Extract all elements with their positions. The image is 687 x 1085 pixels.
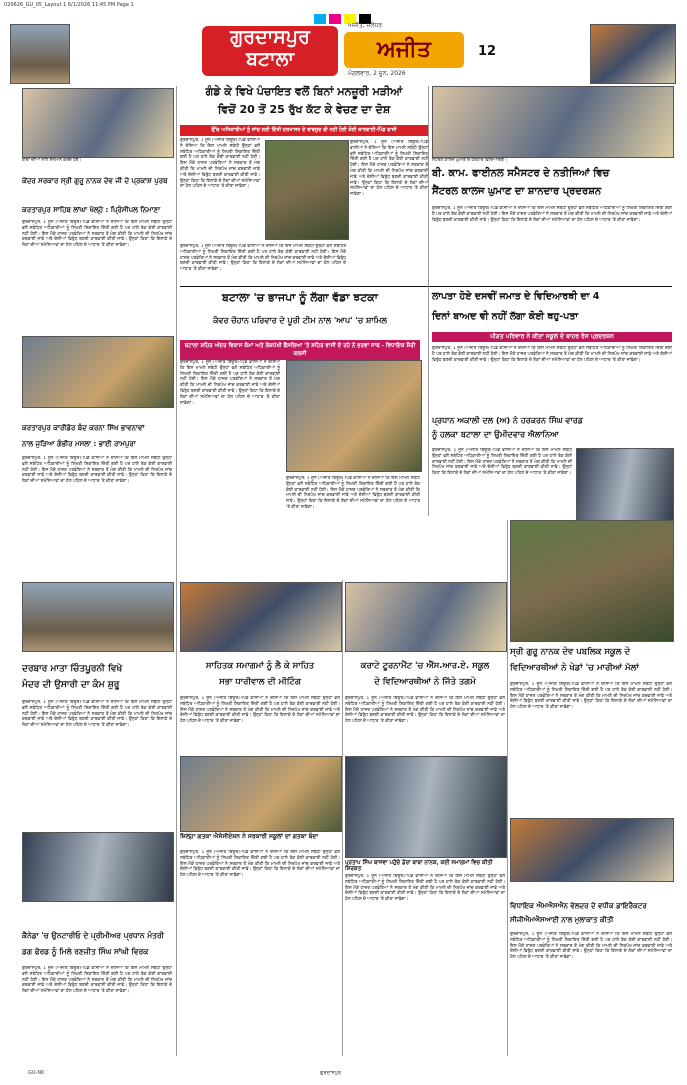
story7-headline: ਪ੍ਰਧਾਨ ਅਕਾਲੀ ਦਲ (ਅ) ਨੇ ਹਰਕਰਨ ਸਿੰਘ ਵਾਰਡ [432,416,583,425]
story4-headline: ਬਟਾਲਾ 'ਚ ਭਾਜਪਾ ਨੂੰ ਲੱਗਾ ਵੱਡਾ ਝਟਕਾ [222,291,378,304]
footer-left: GU-NK [28,1070,45,1076]
masthead-city2: ਬਟਾਲਾ [246,48,294,70]
story4-headline2: ਕੰਵਰ ਚੌਹਾਨ ਪਰਿਵਾਰ ਦੇ ਪੂਰੀ ਟੀਮ ਨਾਲ 'ਆਪ' 'ਚ ਸ਼ਾਮਿਲ [213,316,387,325]
story9-headline: ਸਾਹਿਤਕ ਸਮਾਗਮਾਂ ਨੂੰ ਲੈ ਕੇ ਸਾਹਿਤ [205,661,315,671]
footer [0,1064,687,1085]
masthead-right-photo [590,24,676,84]
masthead-tag: ਅਜੀਤ, ਜਲੰਧਰ [348,22,383,29]
story1-body-a: ਗੁਰਦਾਸਪੁਰ, 1 ਜੂਨ (ਅਜੀਤ ਬਿਊਰੋ)-ਪਿੰਡ ਵਾਸੀਆਂ ਨੇ ਦੱਸਿਆ ਕਿ ਇਸ ਮਾਮਲੇ ਸਬੰਧੀ ਉਨ੍ਹਾਂ ਵਲੋਂ ਸਬੰਧਿਤ ਅਧਿਕਾਰੀਆਂ ਨੂੰ ਲਿਖਤੀ ਸ਼ਿਕਾਇਤ ਦਿੱਤੀ ਗਈ ਹੈ ਪਰ ਹਾਲੇ ਤੱਕ ਕੋਈ ਕਾਰਵਾਈ ਨਹੀਂ ਹੋਈ। ਇਸ ਮੌਕੇ ਹਾਜ਼ਰ ਪਤਵੰਤਿਆਂ ਨੇ ਸਰਕਾਰ ਤੋਂ ਮੰਗ ਕੀਤੀ ਕਿ ਮਾਮਲੇ ਦੀ ਨਿਰਪੱਖ ਜਾਂਚ ਕਰਵਾਈ ਜਾਵੇ ਅਤੇ ਦੋਸ਼ੀਆਂ ਵਿਰੁੱਧ ਬਣਦੀ ਕਾਰਵਾਈ ਕੀਤੀ ਜਾਵੇ। ਉਨ੍ਹਾਂ ਕਿਹਾ ਕਿ ਇਲਾਕੇ ਦੇ ਲੋਕਾਂ ਦੀਆਂ ਸਮੱਸਿਆਵਾਂ ਦਾ ਹੱਲ ਪਹਿਲ ਦੇ ਆਧਾਰ 'ਤੇ ਕੀਤਾ ਜਾਵੇਗਾ। [180,138,260,190]
story1-photo [265,140,349,240]
story5-band: ਪੀੜਤ ਪਰਿਵਾਰ ਨੇ ਕੀਤਾ ਸਕੂਲ ਦੇ ਬਾਹਰ ਰੋਸ ਪ੍ਰਦਰਸ਼ਨ [432,332,672,342]
story13-photo [180,756,342,832]
story8-headline: ਦਰਬਾਰ ਮਾਤਾ ਚਿੰਤਪੂਰਨੀ ਵਿਖੇ [22,664,123,674]
story6-body: ਗੁਰਦਾਸਪੁਰ, 1 ਜੂਨ (ਅਜੀਤ ਬਿਊਰੋ)-ਪਿੰਡ ਵਾਸੀਆਂ ਨੇ ਦੱਸਿਆ ਕਿ ਇਸ ਮਾਮਲੇ ਸਬੰਧੀ ਉਨ੍ਹਾਂ ਵਲੋਂ ਸਬੰਧਿਤ ਅਧਿਕਾਰੀਆਂ ਨੂੰ ਲਿਖਤੀ ਸ਼ਿਕਾਇਤ ਦਿੱਤੀ ਗਈ ਹੈ ਪਰ ਹਾਲੇ ਤੱਕ ਕੋਈ ਕਾਰਵਾਈ ਨਹੀਂ ਹੋਈ। ਇਸ ਮੌਕੇ ਹਾਜ਼ਰ ਪਤਵੰਤਿਆਂ ਨੇ ਸਰਕਾਰ ਤੋਂ ਮੰਗ ਕੀਤੀ ਕਿ ਮਾਮਲੇ ਦੀ ਨਿਰਪੱਖ ਜਾਂਚ ਕਰਵਾਈ ਜਾਵੇ ਅਤੇ ਦੋਸ਼ੀਆਂ ਵਿਰੁੱਧ ਬਣਦੀ ਕਾਰਵਾਈ ਕੀਤੀ ਜਾਵੇ। ਉਨ੍ਹਾਂ ਕਿਹਾ ਕਿ ਇਲਾਕੇ ਦੇ ਲੋਕਾਂ ਦੀਆਂ ਸਮੱਸਿਆਵਾਂ ਦਾ ਹੱਲ ਪਹਿਲ ਦੇ ਆਧਾਰ 'ਤੇ ਕੀਤਾ ਜਾਵੇਗਾ। [22,456,172,485]
story15-headline2: ਸੀਜੀਐਮਐਸਆਈ ਨਾਲ ਮੁਲਾਕਾਤ ਕੀਤੀ [510,916,614,924]
story14-photo [345,756,507,858]
story5-headline2: ਦਿਨਾਂ ਬਾਅਦ ਵੀ ਨਹੀਂ ਲੱਗਾ ਕੋਈ ਥਹੁ-ਪਤਾ [432,311,579,322]
story9-photo [180,582,342,652]
story1-body-b: ਗੁਰਦਾਸਪੁਰ, 1 ਜੂਨ (ਅਜੀਤ ਬਿਊਰੋ)-ਪਿੰਡ ਵਾਸੀਆਂ ਨੇ ਦੱਸਿਆ ਕਿ ਇਸ ਮਾਮਲੇ ਸਬੰਧੀ ਉਨ੍ਹਾਂ ਵਲੋਂ ਸਬੰਧਿਤ ਅਧਿਕਾਰੀਆਂ ਨੂੰ ਲਿਖਤੀ ਸ਼ਿਕਾਇਤ ਦਿੱਤੀ ਗਈ ਹੈ ਪਰ ਹਾਲੇ ਤੱਕ ਕੋਈ ਕਾਰਵਾਈ ਨਹੀਂ ਹੋਈ। ਇਸ ਮੌਕੇ ਹਾਜ਼ਰ ਪਤਵੰਤਿਆਂ ਨੇ ਸਰਕਾਰ ਤੋਂ ਮੰਗ ਕੀਤੀ ਕਿ ਮਾਮਲੇ ਦੀ ਨਿਰਪੱਖ ਜਾਂਚ ਕਰਵਾਈ ਜਾਵੇ ਅਤੇ ਦੋਸ਼ੀਆਂ ਵਿਰੁੱਧ ਬਣਦੀ ਕਾਰਵਾਈ ਕੀਤੀ ਜਾਵੇ। ਉਨ੍ਹਾਂ ਕਿਹਾ ਕਿ ਇਲਾਕੇ ਦੇ ਲੋਕਾਂ ਦੀਆਂ ਸਮੱਸਿਆਵਾਂ ਦਾ ਹੱਲ ਪਹਿਲ ਦੇ ਆਧਾਰ 'ਤੇ ਕੀਤਾ ਜਾਵੇਗਾ। [350,140,428,198]
story8-photo [22,582,174,652]
story14-headline: ਪ੍ਰਤਾਪ ਸਿੰਘ ਬਾਜਵਾ ਪਹੁੰਚੇ ਡੇਰਾ ਬਾਬਾ ਨਾਨਕ, ਕਈ ਸਮਾਗਮਾਂ ਵਿਚ ਕੀਤੀ ਸ਼ਿਰਕਤ [345,860,493,873]
story3-photo [22,88,174,158]
story7-headline2: ਨੂੰ ਹਲਕਾ ਬਟਾਲਾ ਦਾ ਉਮੀਦਵਾਰ ਐਲਾਨਿਆ [432,430,559,439]
story2-photo [432,86,674,158]
story15-photo [510,818,674,882]
column-rule [176,86,177,1056]
story2-body: ਗੁਰਦਾਸਪੁਰ, 1 ਜੂਨ (ਅਜੀਤ ਬਿਊਰੋ)-ਪਿੰਡ ਵਾਸੀਆਂ ਨੇ ਦੱਸਿਆ ਕਿ ਇਸ ਮਾਮਲੇ ਸਬੰਧੀ ਉਨ੍ਹਾਂ ਵਲੋਂ ਸਬੰਧਿਤ ਅਧਿਕਾਰੀਆਂ ਨੂੰ ਲਿਖਤੀ ਸ਼ਿਕਾਇਤ ਦਿੱਤੀ ਗਈ ਹੈ ਪਰ ਹਾਲੇ ਤੱਕ ਕੋਈ ਕਾਰਵਾਈ ਨਹੀਂ ਹੋਈ। ਇਸ ਮੌਕੇ ਹਾਜ਼ਰ ਪਤਵੰਤਿਆਂ ਨੇ ਸਰਕਾਰ ਤੋਂ ਮੰਗ ਕੀਤੀ ਕਿ ਮਾਮਲੇ ਦੀ ਨਿਰਪੱਖ ਜਾਂਚ ਕਰਵਾਈ ਜਾਵੇ ਅਤੇ ਦੋਸ਼ੀਆਂ ਵਿਰੁੱਧ ਬਣਦੀ ਕਾਰਵਾਈ ਕੀਤੀ ਜਾਵੇ। ਉਨ੍ਹਾਂ ਕਿਹਾ ਕਿ ਇਲਾਕੇ ਦੇ ਲੋਕਾਂ ਦੀਆਂ ਸਮੱਸਿਆਵਾਂ ਦਾ ਹੱਲ ਪਹਿਲ ਦੇ ਆਧਾਰ 'ਤੇ ਕੀਤਾ ਜਾਵੇਗਾ। [432,206,672,223]
story1-body-c: ਗੁਰਦਾਸਪੁਰ, 1 ਜੂਨ (ਅਜੀਤ ਬਿਊਰੋ)-ਪਿੰਡ ਵਾਸੀਆਂ ਨੇ ਦੱਸਿਆ ਕਿ ਇਸ ਮਾਮਲੇ ਸਬੰਧੀ ਉਨ੍ਹਾਂ ਵਲੋਂ ਸਬੰਧਿਤ ਅਧਿਕਾਰੀਆਂ ਨੂੰ ਲਿਖਤੀ ਸ਼ਿਕਾਇਤ ਦਿੱਤੀ ਗਈ ਹੈ ਪਰ ਹਾਲੇ ਤੱਕ ਕੋਈ ਕਾਰਵਾਈ ਨਹੀਂ ਹੋਈ। ਇਸ ਮੌਕੇ ਹਾਜ਼ਰ ਪਤਵੰਤਿਆਂ ਨੇ ਸਰਕਾਰ ਤੋਂ ਮੰਗ ਕੀਤੀ ਕਿ ਮਾਮਲੇ ਦੀ ਨਿਰਪੱਖ ਜਾਂਚ ਕਰਵਾਈ ਜਾਵੇ ਅਤੇ ਦੋਸ਼ੀਆਂ ਵਿਰੁੱਧ ਬਣਦੀ ਕਾਰਵਾਈ ਕੀਤੀ ਜਾਵੇ। ਉਨ੍ਹਾਂ ਕਿਹਾ ਕਿ ਇਲਾਕੇ ਦੇ ਲੋਕਾਂ ਦੀਆਂ ਸਮੱਸਿਆਵਾਂ ਦਾ ਹੱਲ ਪਹਿਲ ਦੇ ਆਧਾਰ 'ਤੇ ਕੀਤਾ ਜਾਵੇਗਾ। [180,244,346,273]
story2-caption: ਸੈਂਟਰਲ ਕਾਲਜ ਘੁਮਾਣ ਦੇ ਹੋਣਹਾਰ ਵਿਦਿਆਰਥੀ। [432,158,508,163]
story10-headline2: ਦੇ ਵਿਦਿਆਰਥੀਆਂ ਨੇ ਜਿੱਤੇ ਤਗਮੇ [374,677,476,687]
story13-body: ਗੁਰਦਾਸਪੁਰ, 1 ਜੂਨ (ਅਜੀਤ ਬਿਊਰੋ)-ਪਿੰਡ ਵਾਸੀਆਂ ਨੇ ਦੱਸਿਆ ਕਿ ਇਸ ਮਾਮਲੇ ਸਬੰਧੀ ਉਨ੍ਹਾਂ ਵਲੋਂ ਸਬੰਧਿਤ ਅਧਿਕਾਰੀਆਂ ਨੂੰ ਲਿਖਤੀ ਸ਼ਿਕਾਇਤ ਦਿੱਤੀ ਗਈ ਹੈ ਪਰ ਹਾਲੇ ਤੱਕ ਕੋਈ ਕਾਰਵਾਈ ਨਹੀਂ ਹੋਈ। ਇਸ ਮੌਕੇ ਹਾਜ਼ਰ ਪਤਵੰਤਿਆਂ ਨੇ ਸਰਕਾਰ ਤੋਂ ਮੰਗ ਕੀਤੀ ਕਿ ਮਾਮਲੇ ਦੀ ਨਿਰਪੱਖ ਜਾਂਚ ਕਰਵਾਈ ਜਾਵੇ ਅਤੇ ਦੋਸ਼ੀਆਂ ਵਿਰੁੱਧ ਬਣਦੀ ਕਾਰਵਾਈ ਕੀਤੀ ਜਾਵੇ। ਉਨ੍ਹਾਂ ਕਿਹਾ ਕਿ ਇਲਾਕੇ ਦੇ ਲੋਕਾਂ ਦੀਆਂ ਸਮੱਸਿਆਵਾਂ ਦਾ ਹੱਲ ਪਹਿਲ ਦੇ ਆਧਾਰ 'ਤੇ ਕੀਤਾ ਜਾਵੇਗਾ। [180,850,340,879]
story9-body: ਗੁਰਦਾਸਪੁਰ, 1 ਜੂਨ (ਅਜੀਤ ਬਿਊਰੋ)-ਪਿੰਡ ਵਾਸੀਆਂ ਨੇ ਦੱਸਿਆ ਕਿ ਇਸ ਮਾਮਲੇ ਸਬੰਧੀ ਉਨ੍ਹਾਂ ਵਲੋਂ ਸਬੰਧਿਤ ਅਧਿਕਾਰੀਆਂ ਨੂੰ ਲਿਖਤੀ ਸ਼ਿਕਾਇਤ ਦਿੱਤੀ ਗਈ ਹੈ ਪਰ ਹਾਲੇ ਤੱਕ ਕੋਈ ਕਾਰਵਾਈ ਨਹੀਂ ਹੋਈ। ਇਸ ਮੌਕੇ ਹਾਜ਼ਰ ਪਤਵੰਤਿਆਂ ਨੇ ਸਰਕਾਰ ਤੋਂ ਮੰਗ ਕੀਤੀ ਕਿ ਮਾਮਲੇ ਦੀ ਨਿਰਪੱਖ ਜਾਂਚ ਕਰਵਾਈ ਜਾਵੇ ਅਤੇ ਦੋਸ਼ੀਆਂ ਵਿਰੁੱਧ ਬਣਦੀ ਕਾਰਵਾਈ ਕੀਤੀ ਜਾਵੇ। ਉਨ੍ਹਾਂ ਕਿਹਾ ਕਿ ਇਲਾਕੇ ਦੇ ਲੋਕਾਂ ਦੀਆਂ ਸਮੱਸਿਆਵਾਂ ਦਾ ਹੱਲ ਪਹਿਲ ਦੇ ਆਧਾਰ 'ਤੇ ਕੀਤਾ ਜਾਵੇਗਾ। [180,696,340,725]
story5-body: ਗੁਰਦਾਸਪੁਰ, 1 ਜੂਨ (ਅਜੀਤ ਬਿਊਰੋ)-ਪਿੰਡ ਵਾਸੀਆਂ ਨੇ ਦੱਸਿਆ ਕਿ ਇਸ ਮਾਮਲੇ ਸਬੰਧੀ ਉਨ੍ਹਾਂ ਵਲੋਂ ਸਬੰਧਿਤ ਅਧਿਕਾਰੀਆਂ ਨੂੰ ਲਿਖਤੀ ਸ਼ਿਕਾਇਤ ਦਿੱਤੀ ਗਈ ਹੈ ਪਰ ਹਾਲੇ ਤੱਕ ਕੋਈ ਕਾਰਵਾਈ ਨਹੀਂ ਹੋਈ। ਇਸ ਮੌਕੇ ਹਾਜ਼ਰ ਪਤਵੰਤਿਆਂ ਨੇ ਸਰਕਾਰ ਤੋਂ ਮੰਗ ਕੀਤੀ ਕਿ ਮਾਮਲੇ ਦੀ ਨਿਰਪੱਖ ਜਾਂਚ ਕਰਵਾਈ ਜਾਵੇ ਅਤੇ ਦੋਸ਼ੀਆਂ ਵਿਰੁੱਧ ਬਣਦੀ ਕਾਰਵਾਈ ਕੀਤੀ ਜਾਵੇ। ਉਨ੍ਹਾਂ ਕਿਹਾ ਕਿ ਇਲਾਕੇ ਦੇ ਲੋਕਾਂ ਦੀਆਂ ਸਮੱਸਿਆਵਾਂ ਦਾ ਹੱਲ ਪਹਿਲ ਦੇ ਆਧਾਰ 'ਤੇ ਕੀਤਾ ਜਾਵੇਗਾ। [432,346,672,363]
story13-headline: ਜ਼ਿਲ੍ਹਾ ਗਤਕਾ ਐਸੋਸੀਏਸ਼ਨ ਨੇ ਸਰਕਾਰੀ ਸਕੂਲਾਂ ਦਾ ਗਤਕਾ ਬੰਦਾ [180,833,319,840]
story7-body: ਗੁਰਦਾਸਪੁਰ, 1 ਜੂਨ (ਅਜੀਤ ਬਿਊਰੋ)-ਪਿੰਡ ਵਾਸੀਆਂ ਨੇ ਦੱਸਿਆ ਕਿ ਇਸ ਮਾਮਲੇ ਸਬੰਧੀ ਉਨ੍ਹਾਂ ਵਲੋਂ ਸਬੰਧਿਤ ਅਧਿਕਾਰੀਆਂ ਨੂੰ ਲਿਖਤੀ ਸ਼ਿਕਾਇਤ ਦਿੱਤੀ ਗਈ ਹੈ ਪਰ ਹਾਲੇ ਤੱਕ ਕੋਈ ਕਾਰਵਾਈ ਨਹੀਂ ਹੋਈ। ਇਸ ਮੌਕੇ ਹਾਜ਼ਰ ਪਤਵੰਤਿਆਂ ਨੇ ਸਰਕਾਰ ਤੋਂ ਮੰਗ ਕੀਤੀ ਕਿ ਮਾਮਲੇ ਦੀ ਨਿਰਪੱਖ ਜਾਂਚ ਕਰਵਾਈ ਜਾਵੇ ਅਤੇ ਦੋਸ਼ੀਆਂ ਵਿਰੁੱਧ ਬਣਦੀ ਕਾਰਵਾਈ ਕੀਤੀ ਜਾਵੇ। ਉਨ੍ਹਾਂ ਕਿਹਾ ਕਿ ਇਲਾਕੇ ਦੇ ਲੋਕਾਂ ਦੀਆਂ ਸਮੱਸਿਆਵਾਂ ਦਾ ਹੱਲ ਪਹਿਲ ਦੇ ਆਧਾਰ 'ਤੇ ਕੀਤਾ ਜਾਵੇਗਾ। [432,448,572,477]
story14-body: ਗੁਰਦਾਸਪੁਰ, 1 ਜੂਨ (ਅਜੀਤ ਬਿਊਰੋ)-ਪਿੰਡ ਵਾਸੀਆਂ ਨੇ ਦੱਸਿਆ ਕਿ ਇਸ ਮਾਮਲੇ ਸਬੰਧੀ ਉਨ੍ਹਾਂ ਵਲੋਂ ਸਬੰਧਿਤ ਅਧਿਕਾਰੀਆਂ ਨੂੰ ਲਿਖਤੀ ਸ਼ਿਕਾਇਤ ਦਿੱਤੀ ਗਈ ਹੈ ਪਰ ਹਾਲੇ ਤੱਕ ਕੋਈ ਕਾਰਵਾਈ ਨਹੀਂ ਹੋਈ। ਇਸ ਮੌਕੇ ਹਾਜ਼ਰ ਪਤਵੰਤਿਆਂ ਨੇ ਸਰਕਾਰ ਤੋਂ ਮੰਗ ਕੀਤੀ ਕਿ ਮਾਮਲੇ ਦੀ ਨਿਰਪੱਖ ਜਾਂਚ ਕਰਵਾਈ ਜਾਵੇ ਅਤੇ ਦੋਸ਼ੀਆਂ ਵਿਰੁੱਧ ਬਣਦੀ ਕਾਰਵਾਈ ਕੀਤੀ ਜਾਵੇ। ਉਨ੍ਹਾਂ ਕਿਹਾ ਕਿ ਇਲਾਕੇ ਦੇ ਲੋਕਾਂ ਦੀਆਂ ਸਮੱਸਿਆਵਾਂ ਦਾ ਹੱਲ ਪਹਿਲ ਦੇ ਆਧਾਰ 'ਤੇ ਕੀਤਾ ਜਾਵੇਗਾ। [345,874,505,903]
divider [180,286,672,287]
story5-headline: ਲਾਪਤਾ ਹੋਏ ਦਸਵੀਂ ਜਮਾਤ ਦੇ ਵਿਦਿਆਰਥੀ ਦਾ 4 [432,291,600,302]
story4-photo [286,360,422,472]
masthead-left-photo [10,24,70,84]
story4-body-b: ਗੁਰਦਾਸਪੁਰ, 1 ਜੂਨ (ਅਜੀਤ ਬਿਊਰੋ)-ਪਿੰਡ ਵਾਸੀਆਂ ਨੇ ਦੱਸਿਆ ਕਿ ਇਸ ਮਾਮਲੇ ਸਬੰਧੀ ਉਨ੍ਹਾਂ ਵਲੋਂ ਸਬੰਧਿਤ ਅਧਿਕਾਰੀਆਂ ਨੂੰ ਲਿਖਤੀ ਸ਼ਿਕਾਇਤ ਦਿੱਤੀ ਗਈ ਹੈ ਪਰ ਹਾਲੇ ਤੱਕ ਕੋਈ ਕਾਰਵਾਈ ਨਹੀਂ ਹੋਈ। ਇਸ ਮੌਕੇ ਹਾਜ਼ਰ ਪਤਵੰਤਿਆਂ ਨੇ ਸਰਕਾਰ ਤੋਂ ਮੰਗ ਕੀਤੀ ਕਿ ਮਾਮਲੇ ਦੀ ਨਿਰਪੱਖ ਜਾਂਚ ਕਰਵਾਈ ਜਾਵੇ ਅਤੇ ਦੋਸ਼ੀਆਂ ਵਿਰੁੱਧ ਬਣਦੀ ਕਾਰਵਾਈ ਕੀਤੀ ਜਾਵੇ। ਉਨ੍ਹਾਂ ਕਿਹਾ ਕਿ ਇਲਾਕੇ ਦੇ ਲੋਕਾਂ ਦੀਆਂ ਸਮੱਸਿਆਵਾਂ ਦਾ ਹੱਲ ਪਹਿਲ ਦੇ ਆਧਾਰ 'ਤੇ ਕੀਤਾ ਜਾਵੇਗਾ। [286,476,420,510]
story11-body: ਗੁਰਦਾਸਪੁਰ, 1 ਜੂਨ (ਅਜੀਤ ਬਿਊਰੋ)-ਪਿੰਡ ਵਾਸੀਆਂ ਨੇ ਦੱਸਿਆ ਕਿ ਇਸ ਮਾਮਲੇ ਸਬੰਧੀ ਉਨ੍ਹਾਂ ਵਲੋਂ ਸਬੰਧਿਤ ਅਧਿਕਾਰੀਆਂ ਨੂੰ ਲਿਖਤੀ ਸ਼ਿਕਾਇਤ ਦਿੱਤੀ ਗਈ ਹੈ ਪਰ ਹਾਲੇ ਤੱਕ ਕੋਈ ਕਾਰਵਾਈ ਨਹੀਂ ਹੋਈ। ਇਸ ਮੌਕੇ ਹਾਜ਼ਰ ਪਤਵੰਤਿਆਂ ਨੇ ਸਰਕਾਰ ਤੋਂ ਮੰਗ ਕੀਤੀ ਕਿ ਮਾਮਲੇ ਦੀ ਨਿਰਪੱਖ ਜਾਂਚ ਕਰਵਾਈ ਜਾਵੇ ਅਤੇ ਦੋਸ਼ੀਆਂ ਵਿਰੁੱਧ ਬਣਦੀ ਕਾਰਵਾਈ ਕੀਤੀ ਜਾਵੇ। ਉਨ੍ਹਾਂ ਕਿਹਾ ਕਿ ਇਲਾਕੇ ਦੇ ਲੋਕਾਂ ਦੀਆਂ ਸਮੱਸਿਆਵਾਂ ਦਾ ਹੱਲ ਪਹਿਲ ਦੇ ਆਧਾਰ 'ਤੇ ਕੀਤਾ ਜਾਵੇਗਾ। [510,682,672,711]
masthead-city-block [202,26,338,76]
story2-headline2: ਸੈਂਟਰਲ ਕਾਲਜ ਘੁਮਾਣ ਦਾ ਸ਼ਾਨਦਾਰ ਪ੍ਰਦਰਸ਼ਨ [432,186,602,197]
story3-caption: ਬਾਰਾਂ ਦੀਆਂ ਨਾਲ ਸਨਮਾਨ ਕਰਦੇ ਹੋਏ। [22,158,82,163]
story3-headline: ਕੇਂਦਰ ਸਰਕਾਰ ਸ੍ਰੀ ਗੁਰੂ ਨਾਨਕ ਦੇਵ ਜੀ ਦੇ ਪ੍ਰਕਾਸ਼ ਪੁਰਬ [22,177,168,185]
page-number: 12 [478,44,497,59]
slug-line: 020626_GU_05_Layout 1 6/1/2026 11:45 PM Page 1 [4,2,134,8]
story6-headline: ਕਰਤਾਰਪੁਰ ਕਾਰੀਡੋਰ ਬੰਦ ਕਰਨਾ ਸਿੱਖ ਭਾਵਨਾਵਾਂ [22,424,145,432]
story2-headline: ਬੀ. ਕਾਮ. ਫਾਈਨਲ ਸਮੈਸਟਰ ਦੇ ਨਤੀਜਿਆਂ ਵਿਚ [432,168,610,179]
story11-headline2: ਵਿਦਿਆਰਥੀਆਂ ਨੇ ਖੇਡਾਂ 'ਚ ਮਾਰੀਆਂ ਮੱਲਾਂ [510,663,639,673]
masthead-city1: ਗੁਰਦਾਸਪੁਰ [230,26,310,48]
story10-headline: ਕਰਾਟੇ ਟੂਰਨਾਮੈਂਟ 'ਚ ਐੱਸ.ਆਰ.ਏ. ਸਕੂਲ [360,661,490,671]
story10-photo [345,582,507,652]
story1-headline-1: ਗੰਡੇ ਕੇ ਵਿਖੇ ਪੰਚਾਇਤ ਵਲੋਂ ਬਿਨਾਂ ਮਨਜ਼ੂਰੀ ਮੜੀਆਂ [205,85,403,98]
story4-body-a: ਗੁਰਦਾਸਪੁਰ, 1 ਜੂਨ (ਅਜੀਤ ਬਿਊਰੋ)-ਪਿੰਡ ਵਾਸੀਆਂ ਨੇ ਦੱਸਿਆ ਕਿ ਇਸ ਮਾਮਲੇ ਸਬੰਧੀ ਉਨ੍ਹਾਂ ਵਲੋਂ ਸਬੰਧਿਤ ਅਧਿਕਾਰੀਆਂ ਨੂੰ ਲਿਖਤੀ ਸ਼ਿਕਾਇਤ ਦਿੱਤੀ ਗਈ ਹੈ ਪਰ ਹਾਲੇ ਤੱਕ ਕੋਈ ਕਾਰਵਾਈ ਨਹੀਂ ਹੋਈ। ਇਸ ਮੌਕੇ ਹਾਜ਼ਰ ਪਤਵੰਤਿਆਂ ਨੇ ਸਰਕਾਰ ਤੋਂ ਮੰਗ ਕੀਤੀ ਕਿ ਮਾਮਲੇ ਦੀ ਨਿਰਪੱਖ ਜਾਂਚ ਕਰਵਾਈ ਜਾਵੇ ਅਤੇ ਦੋਸ਼ੀਆਂ ਵਿਰੁੱਧ ਬਣਦੀ ਕਾਰਵਾਈ ਕੀਤੀ ਜਾਵੇ। ਉਨ੍ਹਾਂ ਕਿਹਾ ਕਿ ਇਲਾਕੇ ਦੇ ਲੋਕਾਂ ਦੀਆਂ ਸਮੱਸਿਆਵਾਂ ਦਾ ਹੱਲ ਪਹਿਲ ਦੇ ਆਧਾਰ 'ਤੇ ਕੀਤਾ ਜਾਵੇਗਾ। [180,360,280,406]
masthead-date: ਮੰਗਲਵਾਰ, 2 ਜੂਨ, 2026 [348,70,406,77]
story15-body: ਗੁਰਦਾਸਪੁਰ, 1 ਜੂਨ (ਅਜੀਤ ਬਿਊਰੋ)-ਪਿੰਡ ਵਾਸੀਆਂ ਨੇ ਦੱਸਿਆ ਕਿ ਇਸ ਮਾਮਲੇ ਸਬੰਧੀ ਉਨ੍ਹਾਂ ਵਲੋਂ ਸਬੰਧਿਤ ਅਧਿਕਾਰੀਆਂ ਨੂੰ ਲਿਖਤੀ ਸ਼ਿਕਾਇਤ ਦਿੱਤੀ ਗਈ ਹੈ ਪਰ ਹਾਲੇ ਤੱਕ ਕੋਈ ਕਾਰਵਾਈ ਨਹੀਂ ਹੋਈ। ਇਸ ਮੌਕੇ ਹਾਜ਼ਰ ਪਤਵੰਤਿਆਂ ਨੇ ਸਰਕਾਰ ਤੋਂ ਮੰਗ ਕੀਤੀ ਕਿ ਮਾਮਲੇ ਦੀ ਨਿਰਪੱਖ ਜਾਂਚ ਕਰਵਾਈ ਜਾਵੇ ਅਤੇ ਦੋਸ਼ੀਆਂ ਵਿਰੁੱਧ ਬਣਦੀ ਕਾਰਵਾਈ ਕੀਤੀ ਜਾਵੇ। ਉਨ੍ਹਾਂ ਕਿਹਾ ਕਿ ਇਲਾਕੇ ਦੇ ਲੋਕਾਂ ਦੀਆਂ ਸਮੱਸਿਆਵਾਂ ਦਾ ਹੱਲ ਪਹਿਲ ਦੇ ਆਧਾਰ 'ਤੇ ਕੀਤਾ ਜਾਵੇਗਾ। [510,932,672,961]
masthead-brand: ਅਜੀਤ [344,32,464,68]
column-rule [342,580,343,1056]
story12-body: ਗੁਰਦਾਸਪੁਰ, 1 ਜੂਨ (ਅਜੀਤ ਬਿਊਰੋ)-ਪਿੰਡ ਵਾਸੀਆਂ ਨੇ ਦੱਸਿਆ ਕਿ ਇਸ ਮਾਮਲੇ ਸਬੰਧੀ ਉਨ੍ਹਾਂ ਵਲੋਂ ਸਬੰਧਿਤ ਅਧਿਕਾਰੀਆਂ ਨੂੰ ਲਿਖਤੀ ਸ਼ਿਕਾਇਤ ਦਿੱਤੀ ਗਈ ਹੈ ਪਰ ਹਾਲੇ ਤੱਕ ਕੋਈ ਕਾਰਵਾਈ ਨਹੀਂ ਹੋਈ। ਇਸ ਮੌਕੇ ਹਾਜ਼ਰ ਪਤਵੰਤਿਆਂ ਨੇ ਸਰਕਾਰ ਤੋਂ ਮੰਗ ਕੀਤੀ ਕਿ ਮਾਮਲੇ ਦੀ ਨਿਰਪੱਖ ਜਾਂਚ ਕਰਵਾਈ ਜਾਵੇ ਅਤੇ ਦੋਸ਼ੀਆਂ ਵਿਰੁੱਧ ਬਣਦੀ ਕਾਰਵਾਈ ਕੀਤੀ ਜਾਵੇ। ਉਨ੍ਹਾਂ ਕਿਹਾ ਕਿ ਇਲਾਕੇ ਦੇ ਲੋਕਾਂ ਦੀਆਂ ਸਮੱਸਿਆਵਾਂ ਦਾ ਹੱਲ ਪਹਿਲ ਦੇ ਆਧਾਰ 'ਤੇ ਕੀਤਾ ਜਾਵੇਗਾ। [22,966,172,995]
story8-body: ਗੁਰਦਾਸਪੁਰ, 1 ਜੂਨ (ਅਜੀਤ ਬਿਊਰੋ)-ਪਿੰਡ ਵਾਸੀਆਂ ਨੇ ਦੱਸਿਆ ਕਿ ਇਸ ਮਾਮਲੇ ਸਬੰਧੀ ਉਨ੍ਹਾਂ ਵਲੋਂ ਸਬੰਧਿਤ ਅਧਿਕਾਰੀਆਂ ਨੂੰ ਲਿਖਤੀ ਸ਼ਿਕਾਇਤ ਦਿੱਤੀ ਗਈ ਹੈ ਪਰ ਹਾਲੇ ਤੱਕ ਕੋਈ ਕਾਰਵਾਈ ਨਹੀਂ ਹੋਈ। ਇਸ ਮੌਕੇ ਹਾਜ਼ਰ ਪਤਵੰਤਿਆਂ ਨੇ ਸਰਕਾਰ ਤੋਂ ਮੰਗ ਕੀਤੀ ਕਿ ਮਾਮਲੇ ਦੀ ਨਿਰਪੱਖ ਜਾਂਚ ਕਰਵਾਈ ਜਾਵੇ ਅਤੇ ਦੋਸ਼ੀਆਂ ਵਿਰੁੱਧ ਬਣਦੀ ਕਾਰਵਾਈ ਕੀਤੀ ਜਾਵੇ। ਉਨ੍ਹਾਂ ਕਿਹਾ ਕਿ ਇਲਾਕੇ ਦੇ ਲੋਕਾਂ ਦੀਆਂ ਸਮੱਸਿਆਵਾਂ ਦਾ ਹੱਲ ਪਹਿਲ ਦੇ ਆਧਾਰ 'ਤੇ ਕੀਤਾ ਜਾਵੇਗਾ। [22,700,172,729]
story12-headline2: ਡਗ ਫੋਰਡ ਨੂੰ ਮਿਲੇ ਰਣਜੀਤ ਸਿੰਘ ਸਾਂਘੀ ਵਿਰਕ [22,947,149,956]
story3-body: ਗੁਰਦਾਸਪੁਰ, 1 ਜੂਨ (ਅਜੀਤ ਬਿਊਰੋ)-ਪਿੰਡ ਵਾਸੀਆਂ ਨੇ ਦੱਸਿਆ ਕਿ ਇਸ ਮਾਮਲੇ ਸਬੰਧੀ ਉਨ੍ਹਾਂ ਵਲੋਂ ਸਬੰਧਿਤ ਅਧਿਕਾਰੀਆਂ ਨੂੰ ਲਿਖਤੀ ਸ਼ਿਕਾਇਤ ਦਿੱਤੀ ਗਈ ਹੈ ਪਰ ਹਾਲੇ ਤੱਕ ਕੋਈ ਕਾਰਵਾਈ ਨਹੀਂ ਹੋਈ। ਇਸ ਮੌਕੇ ਹਾਜ਼ਰ ਪਤਵੰਤਿਆਂ ਨੇ ਸਰਕਾਰ ਤੋਂ ਮੰਗ ਕੀਤੀ ਕਿ ਮਾਮਲੇ ਦੀ ਨਿਰਪੱਖ ਜਾਂਚ ਕਰਵਾਈ ਜਾਵੇ ਅਤੇ ਦੋਸ਼ੀਆਂ ਵਿਰੁੱਧ ਬਣਦੀ ਕਾਰਵਾਈ ਕੀਤੀ ਜਾਵੇ। ਉਨ੍ਹਾਂ ਕਿਹਾ ਕਿ ਇਲਾਕੇ ਦੇ ਲੋਕਾਂ ਦੀਆਂ ਸਮੱਸਿਆਵਾਂ ਦਾ ਹੱਲ ਪਹਿਲ ਦੇ ਆਧਾਰ 'ਤੇ ਕੀਤਾ ਜਾਵੇਗਾ। [22,220,172,249]
story12-photo [22,832,174,902]
story12-headline: ਕੈਨੇਡਾ 'ਚ ਉਨਟਾਰੀਓ ਦੇ ਪ੍ਰੀਮੀਅਰ ਪ੍ਰਧਾਨ ਮੰਤਰੀ [22,931,164,940]
story6-headline2: ਨਾਲ ਜੁੜਿਆ ਗੰਭੀਰ ਮਸਲਾ : ਭਾਈ ਰਾਮਪੁਰਾ [22,440,136,448]
story1-subhead: ਉੱਚ ਅਧਿਕਾਰੀਆਂ ਨੂੰ ਜਾਂਚ ਲਈ ਦਿੱਤੀ ਦਰਖਾਸਤ ਦੇ ਬਾਵਜੂਦ ਵੀ ਨਹੀਂ ਹੋਈ ਕੋਈ ਕਾਰਵਾਈ-ਪਿੰਡ ਵਾਸੀ [180,125,428,136]
column-rule [507,520,508,1056]
footer-center: ਗੁਰਦਾਸਪੁਰ [320,1070,341,1076]
story11-photo [510,520,674,642]
story9-headline2: ਸਭਾ ਧਾਰੀਵਾਲ ਦੀ ਮੀਟਿੰਗ [219,677,301,687]
story4-band: ਬਟਾਲਾ ਸ਼ਹਿਰ ਅੰਦਰ ਵਿਕਾਸ ਕੰਮਾਂ ਅਤੇ ਲੋਕਪੱਖੀ ਫੈਸਲਿਆਂ 'ਤੇ ਸ਼ਹਿਰ ਵਾਸੀ ਦੇ ਰਹੇ ਨੇ ਭਰਵਾਂ ਸਾਥ - ਵਿਧਾਇਕ ਸ਼ੈਰੀ ਕਲਸੀ [180,340,420,360]
masthead [198,22,488,80]
story1-headline-2: ਵਿਚੋਂ 20 ਤੋਂ 25 ਰੁੱਖ ਕੱਟ ਕੇ ਵੇਚਣ ਦਾ ਦੋਸ਼ [217,103,391,116]
story10-body: ਗੁਰਦਾਸਪੁਰ, 1 ਜੂਨ (ਅਜੀਤ ਬਿਊਰੋ)-ਪਿੰਡ ਵਾਸੀਆਂ ਨੇ ਦੱਸਿਆ ਕਿ ਇਸ ਮਾਮਲੇ ਸਬੰਧੀ ਉਨ੍ਹਾਂ ਵਲੋਂ ਸਬੰਧਿਤ ਅਧਿਕਾਰੀਆਂ ਨੂੰ ਲਿਖਤੀ ਸ਼ਿਕਾਇਤ ਦਿੱਤੀ ਗਈ ਹੈ ਪਰ ਹਾਲੇ ਤੱਕ ਕੋਈ ਕਾਰਵਾਈ ਨਹੀਂ ਹੋਈ। ਇਸ ਮੌਕੇ ਹਾਜ਼ਰ ਪਤਵੰਤਿਆਂ ਨੇ ਸਰਕਾਰ ਤੋਂ ਮੰਗ ਕੀਤੀ ਕਿ ਮਾਮਲੇ ਦੀ ਨਿਰਪੱਖ ਜਾਂਚ ਕਰਵਾਈ ਜਾਵੇ ਅਤੇ ਦੋਸ਼ੀਆਂ ਵਿਰੁੱਧ ਬਣਦੀ ਕਾਰਵਾਈ ਕੀਤੀ ਜਾਵੇ। ਉਨ੍ਹਾਂ ਕਿਹਾ ਕਿ ਇਲਾਕੇ ਦੇ ਲੋਕਾਂ ਦੀਆਂ ਸਮੱਸਿਆਵਾਂ ਦਾ ਹੱਲ ਪਹਿਲ ਦੇ ਆਧਾਰ 'ਤੇ ਕੀਤਾ ਜਾਵੇਗਾ। [345,696,505,725]
story8-headline2: ਮੰਦਰ ਦੀ ਉਸਾਰੀ ਦਾ ਕੰਮ ਸ਼ੁਰੂ [22,680,120,690]
story6-photo [22,336,174,408]
column-rule [428,86,429,516]
registration-marks [0,9,687,21]
story3-headline2: ਕਰਤਾਰਪੁਰ ਸਾਹਿਬ ਲਾਂਘਾ ਖੋਲ੍ਹੇ : ਪ੍ਰਿੰਸੀਪਲ ਨਿਮਾਣਾ [22,206,161,214]
story11-headline: ਸ੍ਰੀ ਗੁਰੂ ਨਾਨਕ ਦੇਵ ਪਬਲਿਕ ਸਕੂਲ ਦੇ [510,647,631,657]
story15-headline: ਵਿਧਾਇਕ ਐਮਐਸਐਨ ਵੇਲਦਰ ਦੇ ਵਧੀਕ ਡਾਇਰੈਕਟਰ [510,902,647,910]
